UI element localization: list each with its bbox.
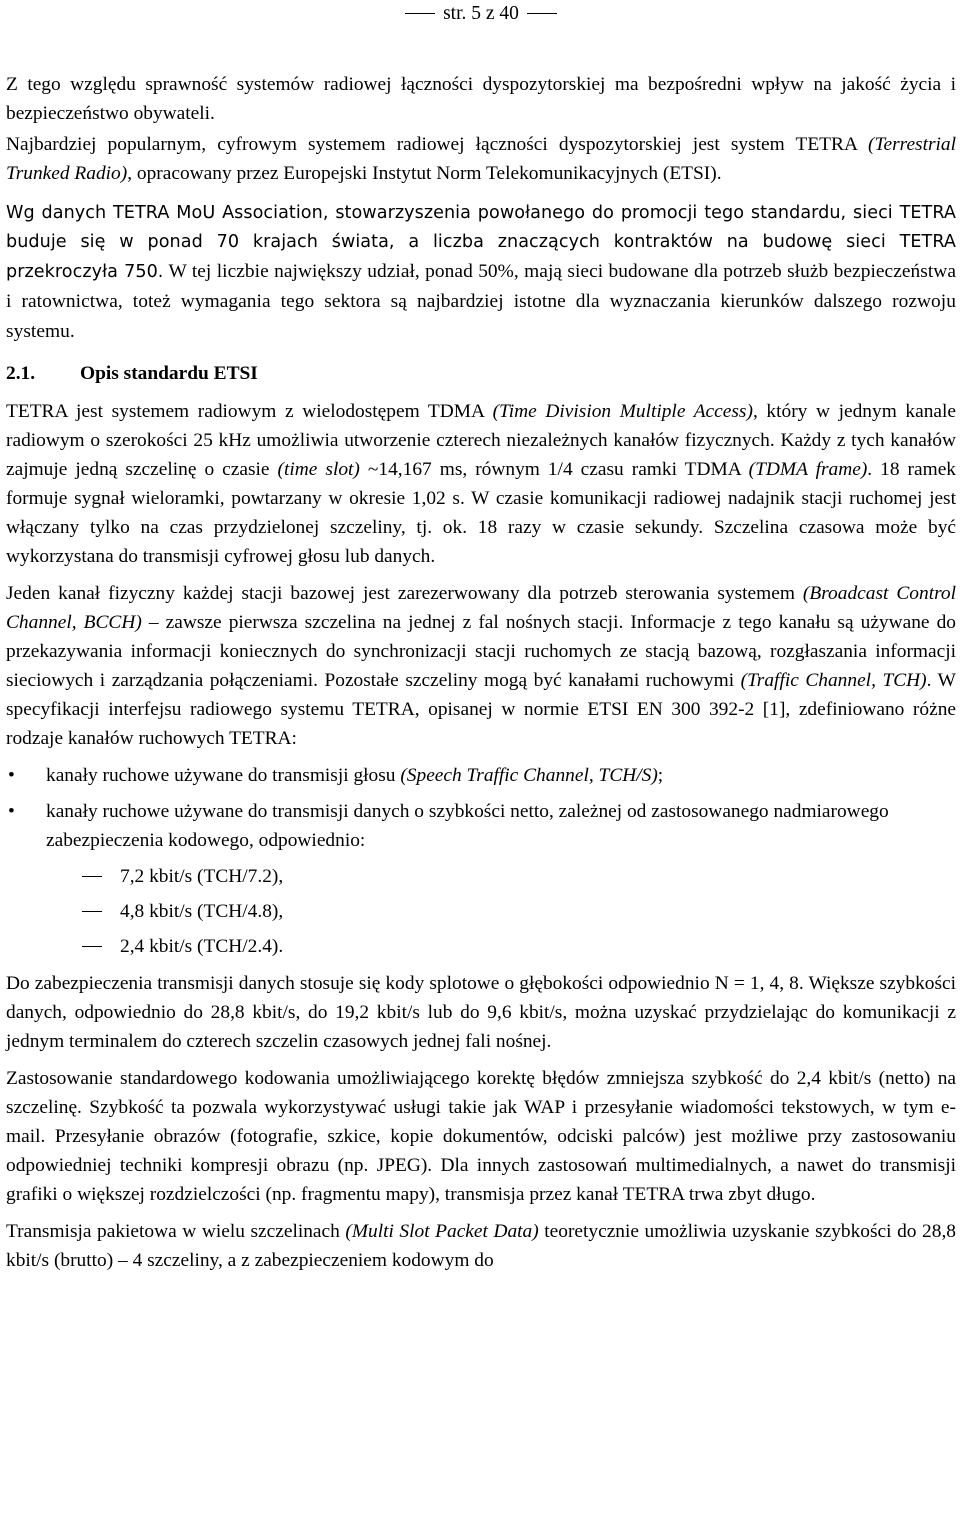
dash-icon: [82, 946, 102, 947]
text-span: , który w jednym kanale radiowym o szerokości 25 kHz umożliwia utworzenie czterech niezależnych kanałów fizycznych. Każdy z tych kanałów zajmuje jedną szczelinę o czasie: [6, 401, 956, 480]
bullet-icon: •: [8, 765, 15, 786]
text-span: . W specyfikacji interfejsu radiowego systemu TETRA, opisanej w normie ETSI EN 300 392-2 [1], zdefiniowano różne rodzaje kanałów ruchowych TETRA:: [6, 670, 956, 749]
text-span: kanały ruchowe używane do transmisji danych o szybkości netto, zależnej od zastosowanego nadmiarowego zabezpieczenia kodowego, odpowiednio:: [46, 801, 889, 851]
page-header: [6, 0, 956, 30]
italic-term: (Terrestrial Trunked Radio): [6, 134, 956, 184]
header-dash-right: [527, 13, 557, 14]
page-number: str. 5 z 40: [443, 3, 519, 24]
list-item: [6, 932, 956, 961]
text-span: Transmisja pakietowa w wielu szczelinach: [6, 1221, 346, 1242]
header-dash-left: [405, 13, 435, 14]
data-rate-list: [6, 862, 956, 961]
document-page: [6, 0, 956, 1275]
rate-text: 4,8 kbit/s (TCH/4.8),: [120, 901, 284, 922]
rate-text: 7,2 kbit/s (TCH/7.2),: [120, 866, 284, 887]
list-item: [6, 897, 956, 926]
italic-term: (time slot): [277, 459, 360, 480]
list-item: [6, 862, 956, 891]
paragraph-bcch: [6, 579, 956, 753]
channel-type-list: [6, 761, 956, 855]
section-heading: [6, 359, 956, 389]
text-span: . 18 ramek formuje sygnał wieloramki, powtarzany w okresie 1,02 s. W czasie komunikacji radiowej nadajnik stacji ruchomej jest włączany tylko na czas przydzielonej szczeliny, tj. ok. 18 razy w czasie sekundy. Szczelina czasowa może być wykorzystana do transmisji cyfrowej głosu lub danych.: [6, 459, 956, 567]
rate-text: 2,4 kbit/s (TCH/2.4).: [120, 936, 284, 957]
text-span: Wg danych TETRA MoU Association, stowarzyszenia powołanego do promocji tego standardu, sieci TETRA buduje się w ponad 70 krajach świata, a liczba znaczących kontraktów na budowę sieci TETRA przekroczyła 750.: [6, 203, 956, 282]
text-span: teoretycznie umożliwia uzyskanie szybkości do 28,8 kbit/s (brutto) – 4 szczeliny, a z zabezpieczeniem kodowym do: [6, 1221, 956, 1271]
list-item: [6, 797, 956, 855]
paragraph-packet: [6, 1217, 956, 1275]
text-span: – zawsze pierwsza szczelina na jednej z fal nośnych stacji. Informacje z tego kanału są używane do przekazywania informacji koniecznych do synchronizacji stacji ruchomych ze stacją bazową, rozgłaszania informacji sieciowych i zarządzania połączeniami. Pozostałe szczeliny mogą być kanałami ruchowymi: [6, 612, 957, 691]
section-number: 2.1.: [6, 363, 36, 384]
text-span: ~14,167 ms, równym 1/4 czasu ramki TDMA: [359, 459, 749, 480]
text-span: Jeden kanał fizyczny każdej stacji bazowej jest zarezerwowany dla potrzeb sterowania systemem: [6, 583, 803, 604]
italic-term: (Speech Traffic Channel, TCH/S): [400, 765, 658, 786]
text-span: kanały ruchowe używane do transmisji głosu: [46, 765, 401, 786]
dash-icon: [82, 876, 102, 877]
text-span: W tej liczbie największy udział, ponad 50%, mają sieci budowane dla potrzeb służb bezpieczeństwa i ratownictwa, toteż wymagania tego sektora są najbardziej istotne dla wyznaczania kierunków dalszego rozwoju systemu.: [6, 261, 956, 342]
paragraph-convolutional-codes: Do zabezpieczenia transmisji danych stosuje się kody splotowe o głębokości odpowiednio N = 1, 4, 8. Większe szybkości danych, odpowiednio do 28,8 kbit/s, do 19,2 kbit/s lub do 9,6 kbit/s, można uzyskać przydzielając do komunikacji z jednym terminalem do czterech szczelin czasowych jednej fali nośnej.: [6, 973, 956, 1052]
paragraph-coding: Zastosowanie standardowego kodowania umożliwiającego korektę błędów zmniejsza szybkość do 2,4 kbit/s (netto) na szczelinę. Szybkość ta pozwala wykorzystywać usługi takie jak WAP i przesyłanie wiadomości tekstowych, w tym e-mail. Przesyłanie obrazów (fotografie, szkice, kopie dokumentów, odciski palców) jest możliwe przy zastosowaniu odpowiedniej techniki kompresji obrazu (np. JPEG). Dla innych zastosowań multimedialnych, a nawet do transmisji grafiki o większej rozdzielczości (np. fragmentu mapy), transmisja przez kanał TETRA trwa zbyt długo.: [6, 1068, 956, 1205]
paragraph-intro: Z tego względu sprawność systemów radiowej łączności dyspozytorskiej ma bezpośredni wpływ na jakość życia i bezpieczeństwo obywateli.: [6, 74, 956, 124]
dash-icon: [82, 911, 102, 912]
paragraph-tetra-definition: [6, 130, 956, 188]
italic-term: (Multi Slot Packet Data): [345, 1221, 539, 1242]
list-item: [6, 761, 956, 790]
text-span: ;: [657, 765, 664, 786]
text-span: Najbardziej popularnym, cyfrowym systemem radiowej łączności dyspozytorskiej jest system TETRA: [6, 134, 868, 155]
italic-term: (TDMA frame): [748, 459, 868, 480]
italic-term: (Time Division Multiple Access): [492, 401, 753, 422]
paragraph-mou: [6, 199, 956, 347]
paragraph-tdma: [6, 397, 956, 571]
bullet-icon: •: [8, 801, 15, 822]
section-title: Opis standardu ETSI: [80, 363, 258, 384]
italic-term: (Traffic Channel, TCH): [740, 670, 927, 691]
text-span: , opracowany przez Europejski Instytut Norm Telekomunikacyjnych (ETSI).: [127, 163, 722, 184]
text-span: TETRA jest systemem radiowym z wielodostępem TDMA: [6, 401, 493, 422]
italic-term: (Broadcast Control Channel, BCCH): [6, 583, 956, 633]
